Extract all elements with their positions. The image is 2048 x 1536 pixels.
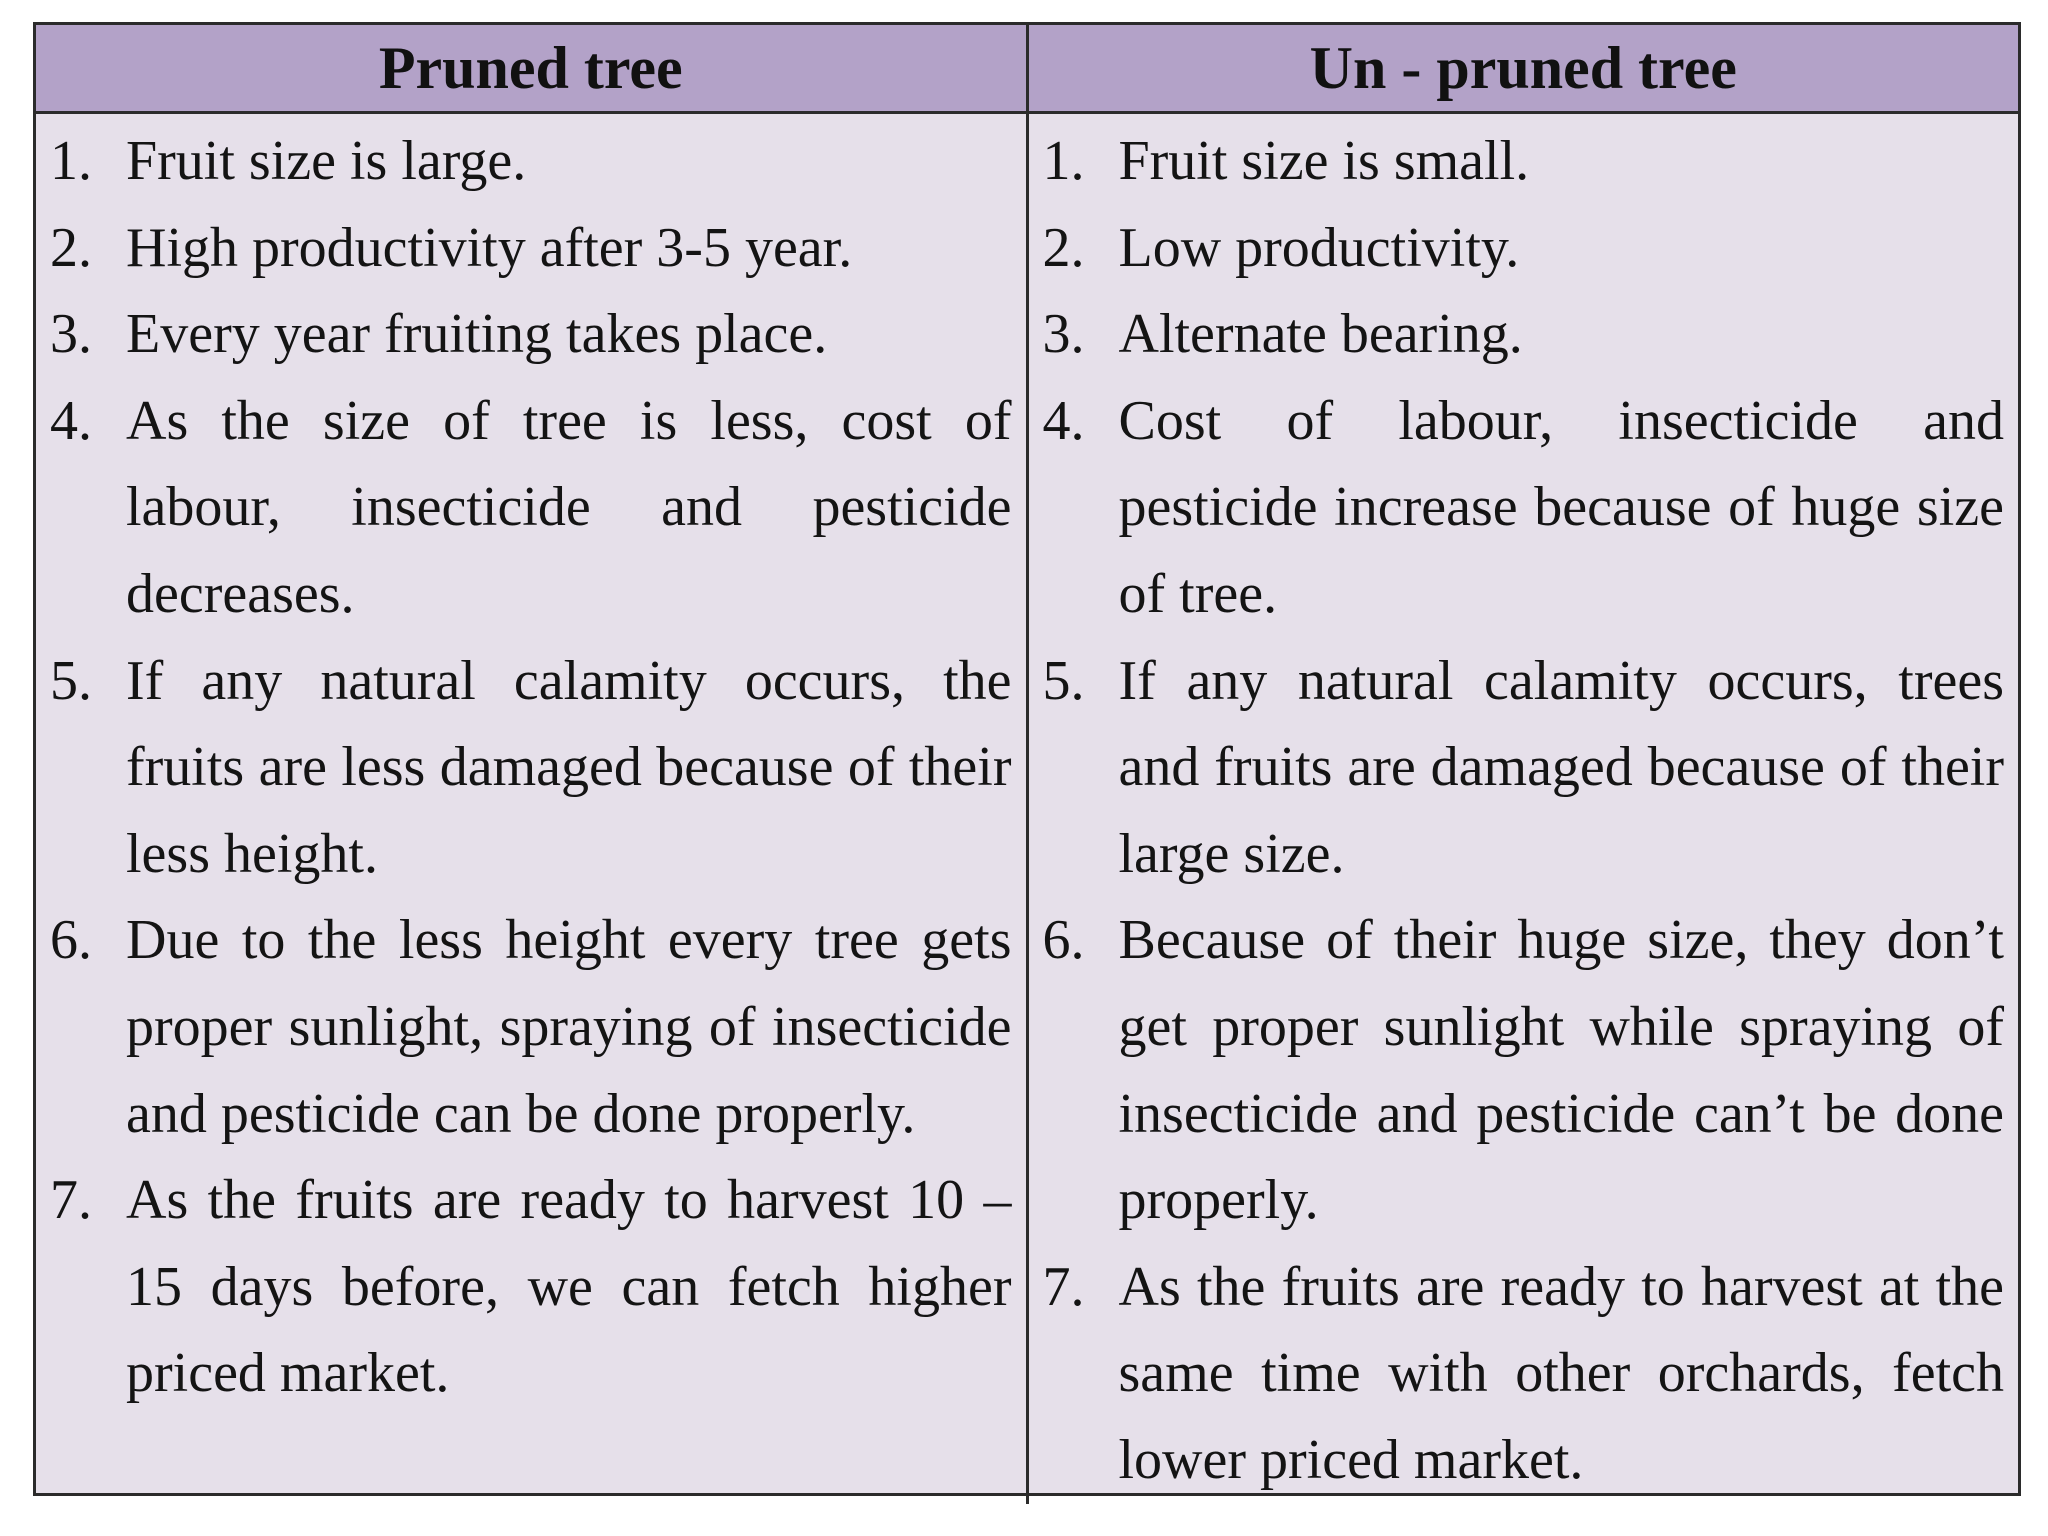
- item-number: 4.: [1042, 389, 1085, 452]
- item-number: 2.: [50, 216, 92, 279]
- list-item: [1043, 118, 2005, 205]
- list-item: [1043, 1244, 2005, 1504]
- item-number: 6.: [50, 909, 92, 972]
- item-text: Fruit size is large.: [126, 130, 527, 192]
- header-unpruned-tree: Un - pruned tree: [1309, 34, 1737, 101]
- header-pruned-tree: Pruned tree: [36, 25, 1029, 111]
- item-number: 3.: [50, 303, 92, 366]
- item-number: 5.: [50, 649, 92, 712]
- item-text: Fruit size is small.: [1118, 130, 1530, 192]
- table-header-row: [36, 25, 2018, 114]
- item-text: Due to the less height every tree gets proper sunlight, spraying of insecticide and pesticide can be done properly.: [126, 909, 1012, 1145]
- item-text: As the fruits are ready to harvest 10 – 15 days before, we can fetch higher priced market.: [126, 1169, 1012, 1405]
- list-item: [1043, 638, 2005, 898]
- list-item: [1043, 291, 2005, 378]
- list-item: [1043, 378, 2005, 638]
- item-text: Alternate bearing.: [1118, 303, 1523, 366]
- list-item: [50, 205, 1012, 292]
- item-number: 7.: [50, 1169, 92, 1232]
- item-text: Cost of labour, insecticide and pesticide increase because of huge size of tree.: [1118, 389, 2004, 625]
- item-number: 1.: [1042, 130, 1085, 192]
- table-body-row: [36, 114, 2018, 1504]
- list-item: [50, 118, 1012, 205]
- item-number: 7.: [1042, 1255, 1085, 1318]
- item-number: 3.: [1042, 303, 1085, 366]
- list-item: [1043, 205, 2005, 292]
- item-number: 2.: [1042, 216, 1085, 279]
- item-text: As the fruits are ready to harvest at the same time with other orchards, fetch lower priced market.: [1118, 1255, 2004, 1491]
- item-text: Every year fruiting takes place.: [126, 303, 828, 366]
- item-text: As the size of tree is less, cost of labour, insecticide and pesticide decreases.: [126, 389, 1012, 625]
- unpruned-column: [1029, 114, 2019, 1504]
- comparison-table: [33, 22, 2021, 1496]
- item-text: Because of their huge size, they don’t get proper sunlight while spraying of insecticide and pesticide can’t be done properly.: [1118, 909, 2004, 1232]
- list-item: [50, 1157, 1012, 1417]
- item-text: If any natural calamity occurs, the fruits are less damaged because of their less height.: [126, 649, 1012, 885]
- item-text: Low productivity.: [1118, 216, 1520, 279]
- pruned-column: [36, 114, 1029, 1504]
- item-text: If any natural calamity occurs, trees and fruits are damaged because of their large size.: [1118, 649, 2004, 885]
- item-number: 6.: [1042, 909, 1085, 972]
- list-item: [50, 291, 1012, 378]
- list-item: [50, 378, 1012, 638]
- item-number: 1.: [50, 130, 92, 192]
- item-number: 5.: [1042, 649, 1085, 712]
- list-item: [1043, 897, 2005, 1243]
- list-item: [50, 897, 1012, 1157]
- item-number: 4.: [50, 389, 92, 452]
- list-item: [50, 638, 1012, 898]
- item-text: High productivity after 3-5 year.: [126, 216, 853, 279]
